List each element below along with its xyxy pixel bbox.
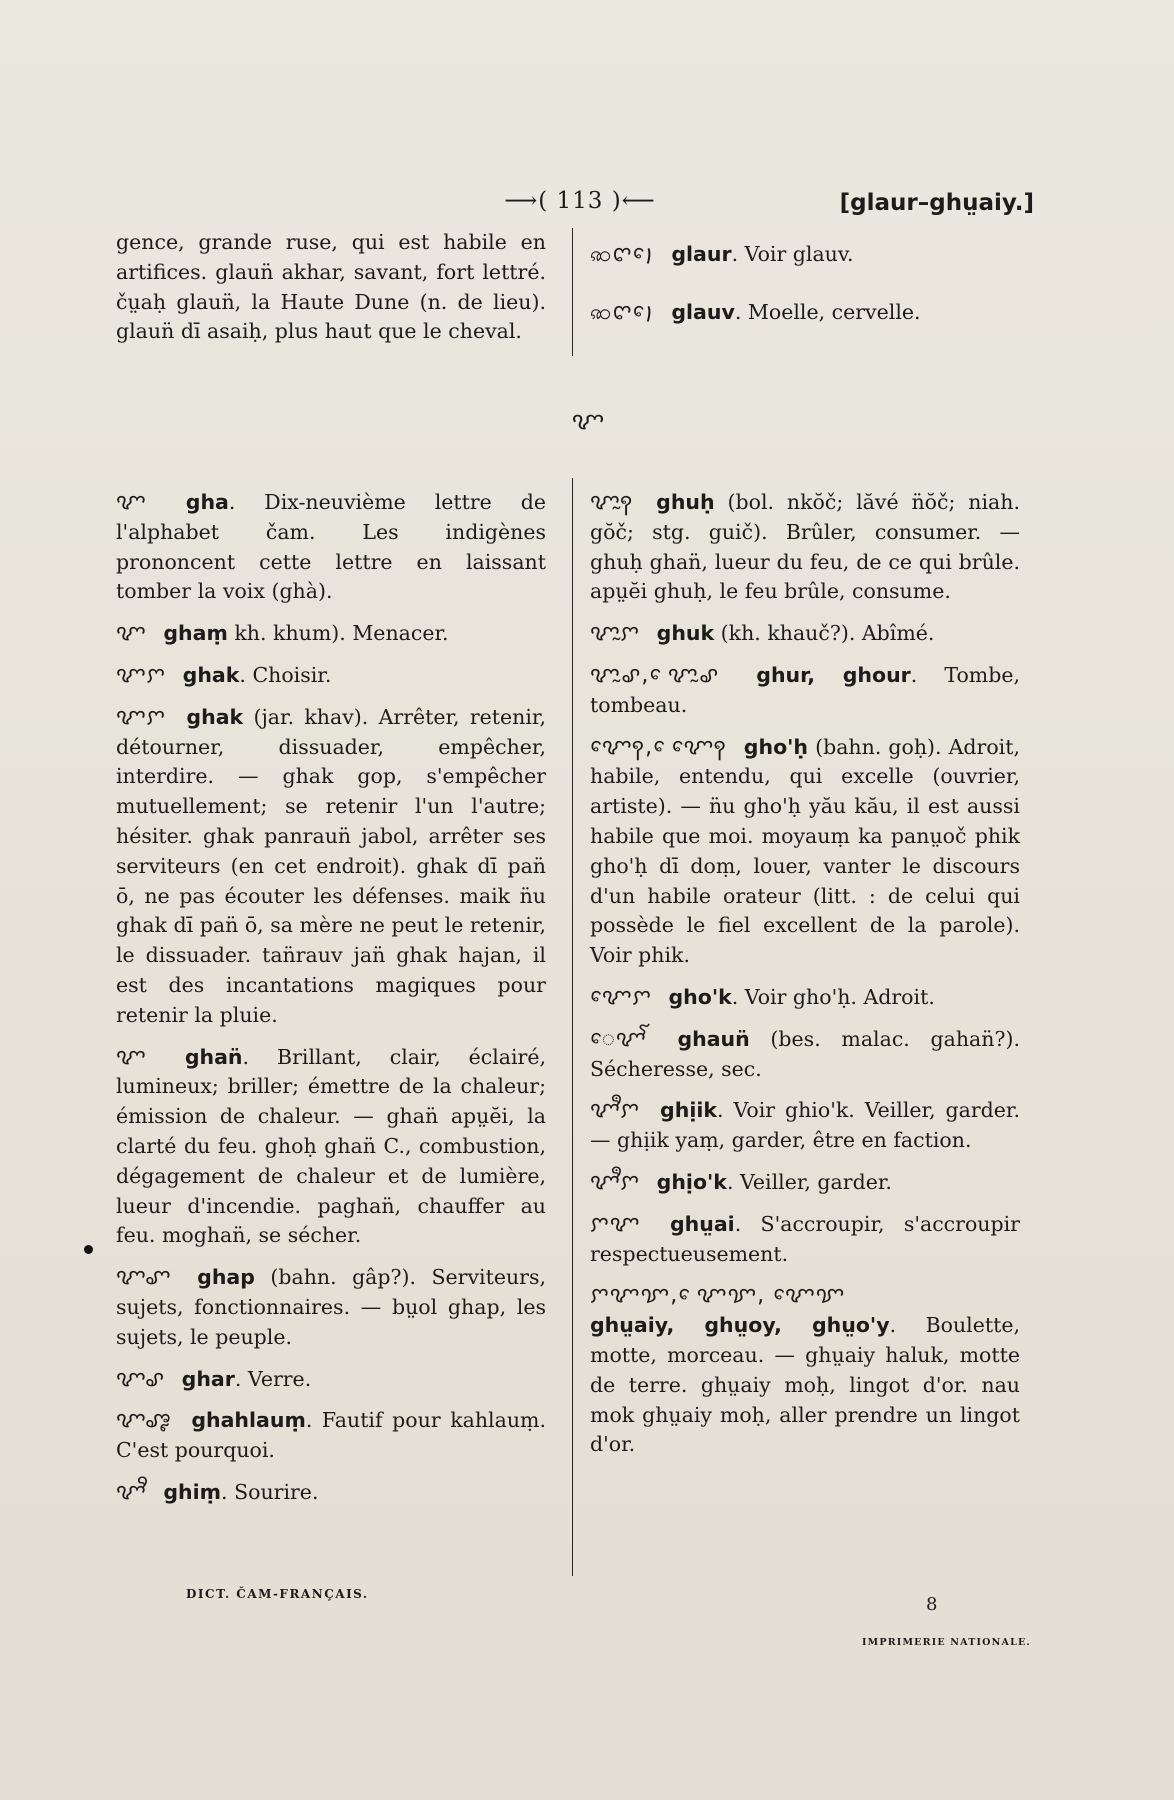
definition: (bahn. goḥ). Adroit, habile, entendu, qui excelle (ouvrier, artiste). — n̈u gho'ḥ yău kău, il est aussi habile que moi. moyauṃ ka panṳoč phik gho'ḥ dī doṃ, louer, vanter le discours d'un habile orateur (litt. : de celui qui possède le fiel excellent de la parole). Voir phik. <box>590 734 1020 968</box>
entry-ghoh <box>590 733 1020 971</box>
definition: . Voir ghio'k. Veiller, garder. — ghịik yaṃ, garder, être en faction. <box>590 1098 1020 1153</box>
left-column <box>116 488 546 1520</box>
entry-ghuai <box>590 1210 1020 1270</box>
definition: . S'accroupir, s'accroupir respectueusement. <box>590 1211 1020 1266</box>
entry-ghap <box>116 1263 546 1352</box>
headword: ghap <box>197 1265 255 1290</box>
cham-script-glyph: ꨉꨫꨆ <box>590 1098 641 1124</box>
entry-glaur <box>590 240 1020 270</box>
definition: . Moelle, cervelle. <box>734 299 921 324</box>
entry-ghuh <box>590 488 1020 607</box>
headword: ghahlauṃ <box>191 1408 306 1433</box>
continuation-text: gence, grande ruse, qui est habile en artifices. glaun̈ akhar, savant, fort lettré. čṳaḥ glaun̈, la Haute Dune (n. de lieu). glaun̈ dī asaiḥ, plus haut que le cheval. <box>116 230 546 344</box>
page-number: ⟶( 113 )⟵ <box>504 188 656 214</box>
cham-script-glyph: ꨉꨫꨆ <box>590 1169 641 1195</box>
entry-ghar <box>116 1365 546 1395</box>
entry-ghahlaum <box>116 1406 546 1466</box>
cham-script-glyph: ꨆꨉꨢ, ꨯꨉꨢ, ꨉꨯꨢ <box>590 1283 846 1309</box>
entry-gham <box>116 619 546 649</box>
entry-ghiok <box>590 1168 1020 1198</box>
definition: . Fautif pour kahlauṃ. C'est pourquoi. <box>116 1408 546 1463</box>
column-divider-main <box>572 478 573 1576</box>
entry-ghan <box>116 1043 546 1252</box>
headword: ghaṃ <box>163 621 228 646</box>
headword: ghṳai <box>669 1211 735 1236</box>
cham-script-glyph: ꨉꨆ <box>116 704 167 730</box>
definition: . Choisir. <box>239 662 332 687</box>
headword: gha <box>185 490 229 514</box>
footer-signature-title: DICT. ČAM-FRANÇAIS. <box>186 1587 369 1601</box>
section-letter-glyph: ꨉ <box>571 407 605 435</box>
cham-script-glyph: ꨉꨣ <box>116 1366 166 1392</box>
headword: ghṳaiy, ghṳoy, ghṳo'y <box>590 1313 890 1338</box>
headword: ghur, ghour <box>756 662 911 687</box>
entry-ghak-1 <box>116 661 546 691</box>
margin-bullet-mark <box>84 1245 93 1254</box>
definition: (kh. khauč?). Abîmé. <box>714 621 935 646</box>
definition: . Dix-neuvième lettre de l'alphabet čam. Les indigènes prononcent cette lettre en laissant tomber la voix (ghà). <box>116 490 546 604</box>
top-right-block <box>590 240 1020 340</box>
definition: . Brillant, clair, éclairé, lumineux; briller; émettre de la chaleur; émission de chaleur. — ghan̈ apṳĕi, la clarté du feu. ghoḥ ghan̈ C., combustion, dégagement de chaleur et de lumière, lueur d'incendie. paghan̈, chauffer au feu. moghan̈, se sécher. <box>116 1044 546 1248</box>
cham-script-glyph: ꨉ <box>116 621 147 647</box>
cham-script-glyph: ꨉ <box>116 1044 147 1070</box>
headword: glauv <box>671 299 735 324</box>
cham-script-glyph: ꨉꨯꨆ <box>590 984 652 1010</box>
headword: ghan̈ <box>184 1044 243 1069</box>
definition: . Veiller, garder. <box>726 1169 892 1194</box>
page-headword-range: [glaur–ghṳaiy.] <box>839 190 1034 216</box>
top-left-block <box>116 228 546 359</box>
entry-ghok <box>590 983 1020 1013</box>
cham-script-glyph: ꨉꨪ <box>116 1479 147 1505</box>
definition: (bahn. gâp?). Serviteurs, sujets, fonctionnaires. — bṳol ghap, les sujets, le peuple. <box>116 1265 546 1349</box>
definition: . Voir gho'ḥ. Adroit. <box>731 984 935 1009</box>
entry-gha <box>116 488 546 607</box>
headword: ghuḥ <box>656 490 715 514</box>
cham-script-glyph: ꨉꨭꨣ, ꨯꨉꨭꨣ <box>590 662 720 688</box>
cham-script-glyph: ꨯꨉꨱ <box>590 1026 647 1052</box>
footer-signature-number: 8 <box>926 1594 938 1615</box>
cham-script-glyph: ꨉꨚ <box>116 1265 172 1291</box>
cham-script-glyph: ꨉꨨꨵ <box>116 1408 172 1434</box>
definition: . Tombe, tombeau. <box>590 662 1020 717</box>
cham-script-glyph: ꩣꨈ꩝ꨯ <box>590 299 655 325</box>
entry-ghak-2 <box>116 703 546 1031</box>
entry-ghuaiy <box>590 1281 1020 1460</box>
definition: (jar. khav). Arrêter, retenir, détourner, dissuader, empêcher, interdire. — ghak gop, s'empêcher mutuellement; se retenir l'un l'autre; hésiter. ghak panraun̈ jabol, arrêter ses serviteurs (en cet endroit). ghak dī pan̈ ō, ne pas écouter les défenses. maik n̈u ghak dī pan̈ ō, sa mère ne peut le retenir, le dissuader. tan̈rauv jan̈ ghak hajan, il est des incantations magiques pour retenir la pluie. <box>116 704 546 1027</box>
entry-ghur <box>590 661 1020 721</box>
definition: . Verre. <box>234 1366 312 1391</box>
headword: ghar <box>181 1366 235 1391</box>
headword: gho'ḥ <box>743 734 809 759</box>
entry-ghaun <box>590 1025 1020 1085</box>
definition: (bol. nkŏč; lăvé n̈ŏč; niah. gŏč; stg. guič). Brûler, consumer. — ghuḥ ghan̈, lueur du feu, de ce qui brûle. apṳĕi ghuḥ, le feu brûle, consume. <box>590 490 1020 604</box>
entry-glauv <box>590 298 1020 328</box>
cham-script-glyph: ꨉꨭꩍ <box>590 490 634 515</box>
headword: ghiṃ <box>163 1479 222 1504</box>
headword: glaur <box>671 242 732 266</box>
headword: ghịo'k <box>656 1169 727 1194</box>
footer-printer: IMPRIMERIE NATIONALE. <box>862 1637 1031 1648</box>
entry-ghim <box>116 1478 546 1508</box>
right-column <box>590 488 1020 1472</box>
cham-script-glyph: ꨉꨭꨆ <box>590 621 641 647</box>
cham-script-glyph: ꨉ <box>116 490 147 515</box>
headword: gho'k <box>668 984 732 1009</box>
headword: ghuk <box>656 621 715 646</box>
entry-ghiik <box>590 1096 1020 1156</box>
definition: . Sourire. <box>221 1479 319 1504</box>
definition: (bes. malac. gahan̈?). Sécheresse, sec. <box>590 1026 1020 1081</box>
cham-script-glyph: ꩣꨈ꩝ꨯ <box>590 242 655 267</box>
headword: ghak <box>182 662 240 687</box>
headword: ghak <box>186 704 244 729</box>
cham-script-glyph: ꨉꨆ <box>116 662 167 688</box>
headword: ghaun̈ <box>677 1026 750 1051</box>
cham-script-glyph: ꨉꨯꩍ, ꨯꨉꨯꩍ <box>590 734 727 760</box>
definition: . Boulette, motte, morceau. — ghṳaiy haluk, motte de terre. ghṳaiy moḥ, lingot d'or. nau mok ghṳaiy moḥ, aller prendre un lingot d'or. <box>590 1313 1020 1457</box>
headword: ghịik <box>660 1098 718 1123</box>
entry-ghuk <box>590 619 1020 649</box>
cham-script-glyph: ꨆꨉ <box>590 1211 641 1237</box>
definition: . Voir glauv. <box>731 242 854 266</box>
column-divider-top <box>572 228 573 356</box>
definition: kh. khum). Menacer. <box>227 621 449 646</box>
